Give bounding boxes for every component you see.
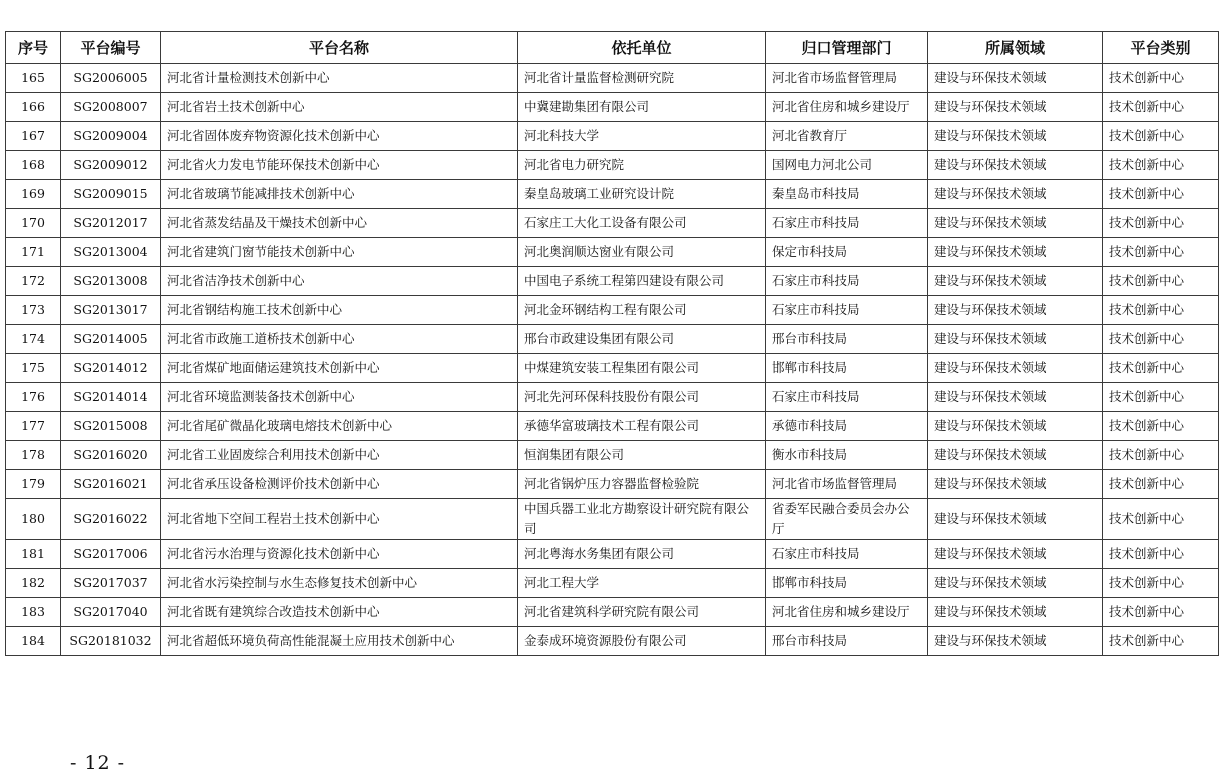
cell-host-unit: 金泰成环境资源股份有限公司 — [518, 627, 766, 656]
cell-department: 石家庄市科技局 — [766, 209, 928, 238]
cell-department: 国网电力河北公司 — [766, 151, 928, 180]
cell-platform-id: SG2016020 — [61, 441, 161, 470]
cell-department: 邢台市科技局 — [766, 325, 928, 354]
cell-host-unit: 邢台市政建设集团有限公司 — [518, 325, 766, 354]
cell-field: 建设与环保技术领域 — [928, 441, 1103, 470]
cell-platform-name: 河北省超低环境负荷高性能混凝土应用技术创新中心 — [161, 627, 518, 656]
cell-category: 技术创新中心 — [1103, 569, 1219, 598]
cell-category: 技术创新中心 — [1103, 470, 1219, 499]
table-row — [6, 151, 1219, 180]
cell-category: 技术创新中心 — [1103, 296, 1219, 325]
cell-seq: 177 — [6, 412, 61, 441]
cell-seq: 175 — [6, 354, 61, 383]
cell-department: 石家庄市科技局 — [766, 296, 928, 325]
cell-department: 承德市科技局 — [766, 412, 928, 441]
cell-platform-name: 河北省环境监测装备技术创新中心 — [161, 383, 518, 412]
table-row — [6, 296, 1219, 325]
cell-seq: 179 — [6, 470, 61, 499]
cell-seq: 170 — [6, 209, 61, 238]
cell-platform-name: 河北省计量检测技术创新中心 — [161, 64, 518, 93]
cell-platform-id: SG2009015 — [61, 180, 161, 209]
cell-category: 技术创新中心 — [1103, 441, 1219, 470]
header-seq: 序号 — [6, 32, 61, 64]
cell-category: 技术创新中心 — [1103, 93, 1219, 122]
cell-platform-name: 河北省承压设备检测评价技术创新中心 — [161, 470, 518, 499]
cell-department: 河北省教育厅 — [766, 122, 928, 151]
cell-seq: 166 — [6, 93, 61, 122]
cell-category: 技术创新中心 — [1103, 354, 1219, 383]
cell-field: 建设与环保技术领域 — [928, 598, 1103, 627]
cell-platform-id: SG2017040 — [61, 598, 161, 627]
table-row — [6, 354, 1219, 383]
cell-category: 技术创新中心 — [1103, 627, 1219, 656]
cell-category: 技术创新中心 — [1103, 325, 1219, 354]
table-row — [6, 325, 1219, 354]
cell-field: 建设与环保技术领域 — [928, 238, 1103, 267]
cell-field: 建设与环保技术领域 — [928, 470, 1103, 499]
cell-host-unit: 河北科技大学 — [518, 122, 766, 151]
cell-department: 石家庄市科技局 — [766, 383, 928, 412]
cell-seq: 165 — [6, 64, 61, 93]
cell-category: 技术创新中心 — [1103, 64, 1219, 93]
header-field: 所属领域 — [928, 32, 1103, 64]
cell-platform-name: 河北省污水治理与资源化技术创新中心 — [161, 540, 518, 569]
cell-field: 建设与环保技术领域 — [928, 122, 1103, 151]
cell-field: 建设与环保技术领域 — [928, 267, 1103, 296]
cell-platform-id: SG2008007 — [61, 93, 161, 122]
table-row — [6, 470, 1219, 499]
cell-host-unit: 河北工程大学 — [518, 569, 766, 598]
cell-seq: 180 — [6, 499, 61, 540]
table-row — [6, 540, 1219, 569]
cell-category: 技术创新中心 — [1103, 412, 1219, 441]
cell-platform-id: SG2012017 — [61, 209, 161, 238]
cell-field: 建设与环保技术领域 — [928, 627, 1103, 656]
cell-department: 石家庄市科技局 — [766, 540, 928, 569]
cell-host-unit: 河北先河环保科技股份有限公司 — [518, 383, 766, 412]
cell-platform-name: 河北省煤矿地面储运建筑技术创新中心 — [161, 354, 518, 383]
cell-field: 建设与环保技术领域 — [928, 569, 1103, 598]
table-header — [6, 32, 1219, 64]
cell-seq: 174 — [6, 325, 61, 354]
cell-seq: 171 — [6, 238, 61, 267]
cell-field: 建设与环保技术领域 — [928, 64, 1103, 93]
cell-platform-id: SG2014005 — [61, 325, 161, 354]
cell-platform-id: SG2016021 — [61, 470, 161, 499]
cell-platform-name: 河北省工业固废综合利用技术创新中心 — [161, 441, 518, 470]
cell-category: 技术创新中心 — [1103, 499, 1219, 540]
table-row — [6, 267, 1219, 296]
table-row — [6, 209, 1219, 238]
cell-host-unit: 秦皇岛玻璃工业研究设计院 — [518, 180, 766, 209]
table-row — [6, 383, 1219, 412]
cell-host-unit: 河北省锅炉压力容器监督检验院 — [518, 470, 766, 499]
cell-category: 技术创新中心 — [1103, 238, 1219, 267]
cell-seq: 167 — [6, 122, 61, 151]
table-row — [6, 180, 1219, 209]
cell-platform-id: SG2014012 — [61, 354, 161, 383]
cell-seq: 176 — [6, 383, 61, 412]
cell-host-unit: 恒润集团有限公司 — [518, 441, 766, 470]
cell-field: 建设与环保技术领域 — [928, 412, 1103, 441]
cell-platform-id: SG2017006 — [61, 540, 161, 569]
cell-field: 建设与环保技术领域 — [928, 325, 1103, 354]
cell-host-unit: 承德华富玻璃技术工程有限公司 — [518, 412, 766, 441]
cell-platform-id: SG2015008 — [61, 412, 161, 441]
cell-department: 秦皇岛市科技局 — [766, 180, 928, 209]
cell-category: 技术创新中心 — [1103, 267, 1219, 296]
cell-field: 建设与环保技术领域 — [928, 93, 1103, 122]
cell-field: 建设与环保技术领域 — [928, 151, 1103, 180]
cell-platform-name: 河北省洁净技术创新中心 — [161, 267, 518, 296]
table-row — [6, 122, 1219, 151]
table-row — [6, 499, 1219, 540]
cell-platform-name: 河北省市政施工道桥技术创新中心 — [161, 325, 518, 354]
cell-host-unit: 中国兵器工业北方勘察设计研究院有限公司 — [518, 499, 766, 540]
table-row — [6, 441, 1219, 470]
cell-department: 河北省住房和城乡建设厅 — [766, 598, 928, 627]
header-category: 平台类别 — [1103, 32, 1219, 64]
cell-department: 邯郸市科技局 — [766, 354, 928, 383]
cell-seq: 168 — [6, 151, 61, 180]
cell-department: 保定市科技局 — [766, 238, 928, 267]
cell-seq: 183 — [6, 598, 61, 627]
table-row — [6, 93, 1219, 122]
cell-platform-id: SG2013004 — [61, 238, 161, 267]
cell-platform-name: 河北省固体废弃物资源化技术创新中心 — [161, 122, 518, 151]
cell-platform-id: SG20181032 — [61, 627, 161, 656]
cell-seq: 172 — [6, 267, 61, 296]
header-platform-name: 平台名称 — [161, 32, 518, 64]
cell-host-unit: 中国电子系统工程第四建设有限公司 — [518, 267, 766, 296]
table-row — [6, 412, 1219, 441]
cell-category: 技术创新中心 — [1103, 122, 1219, 151]
cell-platform-id: SG2009012 — [61, 151, 161, 180]
cell-platform-name: 河北省尾矿微晶化玻璃电熔技术创新中心 — [161, 412, 518, 441]
cell-platform-name: 河北省玻璃节能减排技术创新中心 — [161, 180, 518, 209]
cell-seq: 178 — [6, 441, 61, 470]
cell-field: 建设与环保技术领域 — [928, 499, 1103, 540]
cell-platform-id: SG2016022 — [61, 499, 161, 540]
cell-host-unit: 河北粤海水务集团有限公司 — [518, 540, 766, 569]
cell-seq: 173 — [6, 296, 61, 325]
cell-category: 技术创新中心 — [1103, 540, 1219, 569]
cell-seq: 181 — [6, 540, 61, 569]
cell-platform-name: 河北省地下空间工程岩土技术创新中心 — [161, 499, 518, 540]
cell-host-unit: 中冀建勘集团有限公司 — [518, 93, 766, 122]
cell-host-unit: 石家庄工大化工设备有限公司 — [518, 209, 766, 238]
table-row — [6, 569, 1219, 598]
cell-department: 邯郸市科技局 — [766, 569, 928, 598]
cell-department: 省委军民融合委员会办公厅 — [766, 499, 928, 540]
cell-host-unit: 河北奥润顺达窗业有限公司 — [518, 238, 766, 267]
cell-host-unit: 中煤建筑安装工程集团有限公司 — [518, 354, 766, 383]
cell-field: 建设与环保技术领域 — [928, 383, 1103, 412]
cell-field: 建设与环保技术领域 — [928, 209, 1103, 238]
cell-host-unit: 河北省电力研究院 — [518, 151, 766, 180]
cell-platform-id: SG2009004 — [61, 122, 161, 151]
cell-category: 技术创新中心 — [1103, 598, 1219, 627]
cell-platform-id: SG2013008 — [61, 267, 161, 296]
cell-platform-name: 河北省火力发电节能环保技术创新中心 — [161, 151, 518, 180]
cell-field: 建设与环保技术领域 — [928, 296, 1103, 325]
cell-field: 建设与环保技术领域 — [928, 180, 1103, 209]
header-row — [6, 32, 1219, 64]
cell-host-unit: 河北金环钢结构工程有限公司 — [518, 296, 766, 325]
cell-department: 石家庄市科技局 — [766, 267, 928, 296]
header-platform-id: 平台编号 — [61, 32, 161, 64]
header-host-unit: 依托单位 — [518, 32, 766, 64]
table-body — [6, 64, 1219, 656]
cell-department: 衡水市科技局 — [766, 441, 928, 470]
cell-category: 技术创新中心 — [1103, 383, 1219, 412]
cell-platform-name: 河北省钢结构施工技术创新中心 — [161, 296, 518, 325]
cell-field: 建设与环保技术领域 — [928, 354, 1103, 383]
cell-seq: 182 — [6, 569, 61, 598]
table-row — [6, 64, 1219, 93]
cell-category: 技术创新中心 — [1103, 209, 1219, 238]
cell-platform-id: SG2017037 — [61, 569, 161, 598]
cell-platform-name: 河北省建筑门窗节能技术创新中心 — [161, 238, 518, 267]
cell-department: 邢台市科技局 — [766, 627, 928, 656]
cell-platform-name: 河北省水污染控制与水生态修复技术创新中心 — [161, 569, 518, 598]
cell-platform-id: SG2013017 — [61, 296, 161, 325]
cell-department: 河北省市场监督管理局 — [766, 470, 928, 499]
platform-table — [5, 31, 1219, 656]
cell-host-unit: 河北省计量监督检测研究院 — [518, 64, 766, 93]
table-row — [6, 598, 1219, 627]
cell-platform-id: SG2014014 — [61, 383, 161, 412]
cell-platform-name: 河北省蒸发结晶及干燥技术创新中心 — [161, 209, 518, 238]
cell-host-unit: 河北省建筑科学研究院有限公司 — [518, 598, 766, 627]
header-department: 归口管理部门 — [766, 32, 928, 64]
cell-seq: 184 — [6, 627, 61, 656]
table-row — [6, 627, 1219, 656]
cell-department: 河北省住房和城乡建设厅 — [766, 93, 928, 122]
cell-platform-name: 河北省既有建筑综合改造技术创新中心 — [161, 598, 518, 627]
table-row — [6, 238, 1219, 267]
cell-field: 建设与环保技术领域 — [928, 540, 1103, 569]
cell-category: 技术创新中心 — [1103, 151, 1219, 180]
page-number: - 12 - — [70, 752, 126, 774]
cell-category: 技术创新中心 — [1103, 180, 1219, 209]
cell-seq: 169 — [6, 180, 61, 209]
cell-department: 河北省市场监督管理局 — [766, 64, 928, 93]
cell-platform-id: SG2006005 — [61, 64, 161, 93]
cell-platform-name: 河北省岩土技术创新中心 — [161, 93, 518, 122]
